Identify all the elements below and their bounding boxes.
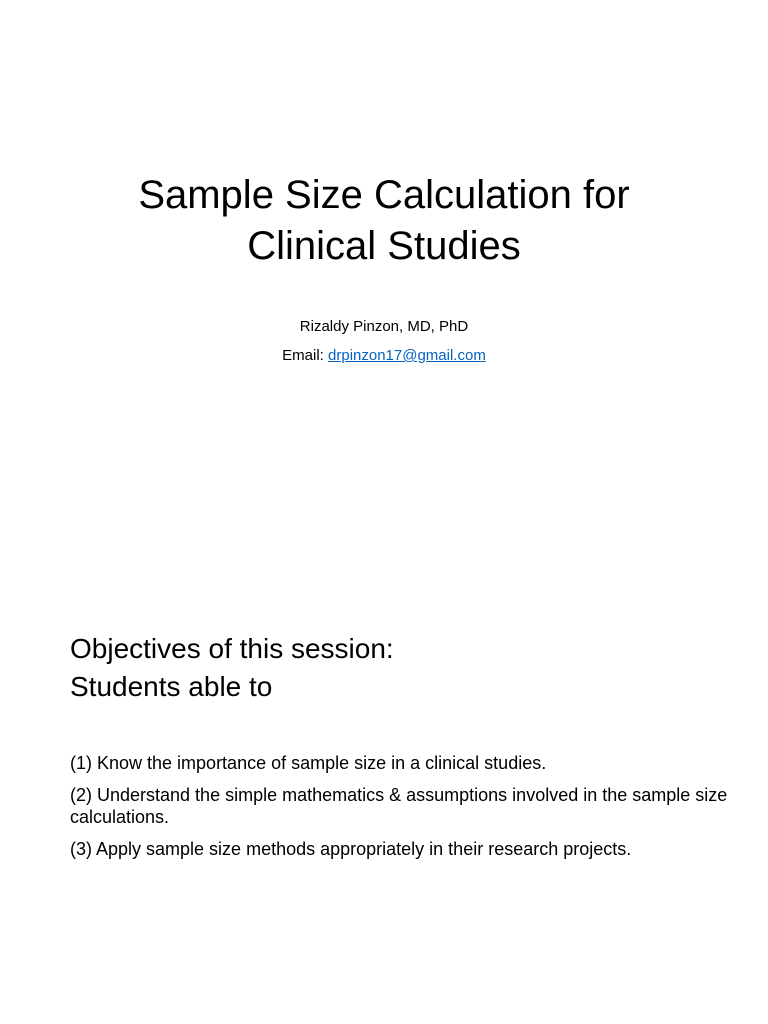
objectives-slide — [0, 512, 768, 1024]
objectives-heading-line-1: Objectives of this session: — [70, 633, 394, 664]
email-line — [0, 346, 768, 366]
objective-item: (1) Know the importance of sample size in a clinical studies. — [70, 753, 547, 773]
title-line-1: Sample Size Calculation for — [138, 173, 630, 217]
author-name: Rizaldy Pinzon, MD, PhD — [299, 318, 469, 335]
presentation-title — [0, 170, 768, 272]
objectives-heading — [70, 630, 730, 706]
email-link[interactable]: drpinzon17@gmail.com — [328, 347, 486, 364]
objectives-heading-line-2: Students able to — [70, 671, 273, 702]
objectives-list — [70, 752, 730, 870]
objective-item: (2) Understand the simple mathematics & assumptions involved in the sample size calculations. — [70, 785, 728, 827]
objective-item: (3) Apply sample size methods appropriately in their research projects. — [70, 839, 632, 859]
email-label: Email: — [282, 347, 329, 364]
title-line-2: Clinical Studies — [247, 224, 521, 268]
